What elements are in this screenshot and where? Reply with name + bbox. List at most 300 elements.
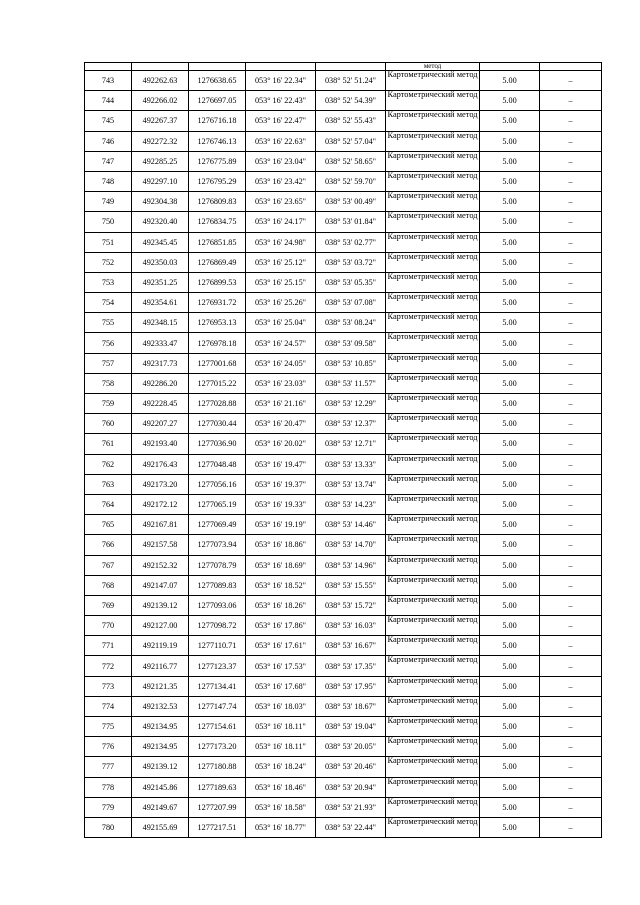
cell-x: 492157.58 xyxy=(132,535,189,555)
cell-longitude: 038° 53' 15.55" xyxy=(316,575,386,595)
cell-y: 1276869.49 xyxy=(189,252,246,272)
cell-longitude: 038° 53' 13.33" xyxy=(316,454,386,474)
cell-point-number: 759 xyxy=(85,394,132,414)
cell-latitude: 053° 16' 25.26" xyxy=(246,293,316,313)
cell-longitude: 038° 53' 20.46" xyxy=(316,757,386,777)
cell-accuracy: 5.00 xyxy=(480,434,540,454)
cell-latitude: 053° 16' 25.15" xyxy=(246,272,316,292)
cell-note: – xyxy=(540,797,602,817)
cell-note: – xyxy=(540,676,602,696)
cell-latitude: 053° 16' 22.43" xyxy=(246,91,316,111)
cell-method: Картометрический метод xyxy=(386,353,480,373)
cell-latitude: 053° 16' 19.19" xyxy=(246,515,316,535)
cell-latitude: 053° 16' 23.04" xyxy=(246,151,316,171)
cell-method: Картометрический метод xyxy=(386,777,480,797)
cell-method: Картометрический метод xyxy=(386,293,480,313)
cell-note: – xyxy=(540,555,602,575)
cell-method: Картометрический метод xyxy=(386,737,480,757)
cell-note: – xyxy=(540,353,602,373)
cell-x: 492267.37 xyxy=(132,111,189,131)
cell-longitude: 038° 52' 54.39" xyxy=(316,91,386,111)
cell-x: 492145.86 xyxy=(132,777,189,797)
cell-y: 1277093.06 xyxy=(189,595,246,615)
cell-y: 1277048.48 xyxy=(189,454,246,474)
cell-latitude: 053° 16' 20.47" xyxy=(246,414,316,434)
cell-note: – xyxy=(540,454,602,474)
cell-method: Картометрический метод xyxy=(386,474,480,494)
cell-empty xyxy=(189,63,246,71)
cell-note: – xyxy=(540,474,602,494)
cell-method: Картометрический метод xyxy=(386,192,480,212)
cell-accuracy: 5.00 xyxy=(480,171,540,191)
cell-x: 492348.15 xyxy=(132,313,189,333)
cell-longitude: 038° 53' 14.23" xyxy=(316,494,386,514)
cell-y: 1277134.41 xyxy=(189,676,246,696)
cell-empty xyxy=(246,63,316,71)
cell-note: – xyxy=(540,131,602,151)
table-row xyxy=(85,757,602,777)
cell-latitude: 053° 16' 18.03" xyxy=(246,696,316,716)
table-row xyxy=(85,272,602,292)
cell-accuracy: 5.00 xyxy=(480,333,540,353)
table-row xyxy=(85,616,602,636)
cell-longitude: 038° 52' 51.24" xyxy=(316,71,386,91)
table-row xyxy=(85,575,602,595)
cell-y: 1277056.16 xyxy=(189,474,246,494)
cell-note: – xyxy=(540,535,602,555)
cell-longitude: 038° 53' 17.35" xyxy=(316,656,386,676)
cell-method: Картометрический метод xyxy=(386,394,480,414)
cell-point-number: 764 xyxy=(85,494,132,514)
cell-x: 492149.67 xyxy=(132,797,189,817)
cell-note: – xyxy=(540,494,602,514)
cell-latitude: 053° 16' 24.17" xyxy=(246,212,316,232)
cell-longitude: 038° 53' 22.44" xyxy=(316,817,386,837)
cell-latitude: 053° 16' 19.47" xyxy=(246,454,316,474)
cell-note: – xyxy=(540,192,602,212)
table-row xyxy=(85,696,602,716)
cell-y: 1276795.29 xyxy=(189,171,246,191)
cell-accuracy: 5.00 xyxy=(480,414,540,434)
table-row xyxy=(85,797,602,817)
cell-method: Картометрический метод xyxy=(386,616,480,636)
cell-longitude: 038° 52' 58.65" xyxy=(316,151,386,171)
table-row xyxy=(85,394,602,414)
cell-point-number: 753 xyxy=(85,272,132,292)
cell-method: Картометрический метод xyxy=(386,757,480,777)
cell-y: 1277069.49 xyxy=(189,515,246,535)
cell-longitude: 038° 53' 01.84" xyxy=(316,212,386,232)
cell-x: 492172.12 xyxy=(132,494,189,514)
cell-latitude: 053° 16' 17.61" xyxy=(246,636,316,656)
cell-longitude: 038° 52' 57.04" xyxy=(316,131,386,151)
cell-latitude: 053° 16' 23.03" xyxy=(246,373,316,393)
table-row xyxy=(85,817,602,837)
cell-y: 1277073.94 xyxy=(189,535,246,555)
cell-x: 492139.12 xyxy=(132,595,189,615)
cell-note: – xyxy=(540,373,602,393)
cell-x: 492134.95 xyxy=(132,737,189,757)
cell-latitude: 053° 16' 18.11" xyxy=(246,737,316,757)
cell-note: – xyxy=(540,212,602,232)
cell-x: 492333.47 xyxy=(132,333,189,353)
cell-y: 1276716.18 xyxy=(189,111,246,131)
cell-longitude: 038° 53' 16.67" xyxy=(316,636,386,656)
cell-point-number: 748 xyxy=(85,171,132,191)
cell-point-number: 766 xyxy=(85,535,132,555)
cell-method: Картометрический метод xyxy=(386,212,480,232)
cell-y: 1277123.37 xyxy=(189,656,246,676)
cell-longitude: 038° 53' 13.74" xyxy=(316,474,386,494)
document-page xyxy=(84,62,601,838)
cell-x: 492173.20 xyxy=(132,474,189,494)
cell-latitude: 053° 16' 18.58" xyxy=(246,797,316,817)
cell-latitude: 053° 16' 22.47" xyxy=(246,111,316,131)
cell-method: Картометрический метод xyxy=(386,373,480,393)
cell-longitude: 038° 53' 03.72" xyxy=(316,252,386,272)
cell-note: – xyxy=(540,111,602,131)
cell-method: Картометрический метод xyxy=(386,797,480,817)
cell-longitude: 038° 53' 14.46" xyxy=(316,515,386,535)
cell-point-number: 762 xyxy=(85,454,132,474)
cell-accuracy: 5.00 xyxy=(480,111,540,131)
cell-accuracy: 5.00 xyxy=(480,595,540,615)
cell-y: 1277154.61 xyxy=(189,717,246,737)
cell-method: Картометрический метод xyxy=(386,676,480,696)
cell-point-number: 747 xyxy=(85,151,132,171)
cell-latitude: 053° 16' 17.68" xyxy=(246,676,316,696)
cell-x: 492350.03 xyxy=(132,252,189,272)
cell-accuracy: 5.00 xyxy=(480,373,540,393)
cell-note: – xyxy=(540,595,602,615)
cell-y: 1277217.51 xyxy=(189,817,246,837)
cell-method: Картометрический метод xyxy=(386,313,480,333)
cell-accuracy: 5.00 xyxy=(480,797,540,817)
cell-note: – xyxy=(540,414,602,434)
cell-note: – xyxy=(540,71,602,91)
cell-x: 492266.02 xyxy=(132,91,189,111)
cell-latitude: 053° 16' 18.26" xyxy=(246,595,316,615)
cell-method: Картометрический метод xyxy=(386,494,480,514)
cell-point-number: 760 xyxy=(85,414,132,434)
cell-y: 1276697.05 xyxy=(189,91,246,111)
cell-y: 1276931.72 xyxy=(189,293,246,313)
cell-longitude: 038° 53' 18.67" xyxy=(316,696,386,716)
cell-point-number: 768 xyxy=(85,575,132,595)
cell-point-number: 769 xyxy=(85,595,132,615)
table-row xyxy=(85,192,602,212)
cell-method: Картометрический метод xyxy=(386,333,480,353)
cell-longitude: 038° 53' 14.96" xyxy=(316,555,386,575)
table-row xyxy=(85,737,602,757)
cell-longitude: 038° 53' 11.57" xyxy=(316,373,386,393)
table-row xyxy=(85,151,602,171)
cell-latitude: 053° 16' 18.24" xyxy=(246,757,316,777)
cell-accuracy: 5.00 xyxy=(480,817,540,837)
table-row xyxy=(85,353,602,373)
cell-note: – xyxy=(540,232,602,252)
cell-y: 1276899.53 xyxy=(189,272,246,292)
cell-method: Картометрический метод xyxy=(386,535,480,555)
cell-method: Картометрический метод xyxy=(386,656,480,676)
table-row xyxy=(85,474,602,494)
cell-x: 492155.69 xyxy=(132,817,189,837)
cell-longitude: 038° 53' 09.58" xyxy=(316,333,386,353)
cell-longitude: 038° 53' 14.70" xyxy=(316,535,386,555)
cell-x: 492354.61 xyxy=(132,293,189,313)
cell-latitude: 053° 16' 18.46" xyxy=(246,777,316,797)
cell-point-number: 749 xyxy=(85,192,132,212)
cell-accuracy: 5.00 xyxy=(480,515,540,535)
table-row xyxy=(85,373,602,393)
cell-accuracy: 5.00 xyxy=(480,394,540,414)
cell-accuracy: 5.00 xyxy=(480,696,540,716)
table-row xyxy=(85,212,602,232)
cell-latitude: 053° 16' 18.52" xyxy=(246,575,316,595)
cell-latitude: 053° 16' 17.86" xyxy=(246,616,316,636)
table-row xyxy=(85,232,602,252)
cell-accuracy: 5.00 xyxy=(480,737,540,757)
cell-note: – xyxy=(540,333,602,353)
cell-latitude: 053° 16' 18.77" xyxy=(246,817,316,837)
cell-method-continued: метод xyxy=(386,63,480,71)
cell-method: Картометрический метод xyxy=(386,414,480,434)
cell-point-number: 745 xyxy=(85,111,132,131)
cell-latitude: 053° 16' 20.02" xyxy=(246,434,316,454)
cell-accuracy: 5.00 xyxy=(480,272,540,292)
cell-longitude: 038° 52' 59.70" xyxy=(316,171,386,191)
cell-x: 492207.27 xyxy=(132,414,189,434)
cell-longitude: 038° 53' 12.29" xyxy=(316,394,386,414)
cell-note: – xyxy=(540,252,602,272)
table-row xyxy=(85,494,602,514)
cell-point-number: 757 xyxy=(85,353,132,373)
table-row xyxy=(85,293,602,313)
cell-method: Картометрический метод xyxy=(386,91,480,111)
cell-method: Картометрический метод xyxy=(386,555,480,575)
cell-x: 492139.12 xyxy=(132,757,189,777)
cell-x: 492317.73 xyxy=(132,353,189,373)
cell-longitude: 038° 53' 12.37" xyxy=(316,414,386,434)
cell-longitude: 038° 53' 20.94" xyxy=(316,777,386,797)
cell-x: 492262.63 xyxy=(132,71,189,91)
cell-y: 1277015.22 xyxy=(189,373,246,393)
cell-latitude: 053° 16' 17.53" xyxy=(246,656,316,676)
cell-note: – xyxy=(540,293,602,313)
cell-point-number: 772 xyxy=(85,656,132,676)
cell-accuracy: 5.00 xyxy=(480,575,540,595)
table-row xyxy=(85,131,602,151)
cell-latitude: 053° 16' 18.86" xyxy=(246,535,316,555)
cell-longitude: 038° 53' 21.93" xyxy=(316,797,386,817)
table-row xyxy=(85,636,602,656)
cell-point-number: 778 xyxy=(85,777,132,797)
cell-note: – xyxy=(540,817,602,837)
cell-accuracy: 5.00 xyxy=(480,454,540,474)
cell-x: 492320.40 xyxy=(132,212,189,232)
cell-point-number: 752 xyxy=(85,252,132,272)
cell-y: 1277078.79 xyxy=(189,555,246,575)
cell-y: 1276638.65 xyxy=(189,71,246,91)
cell-point-number: 771 xyxy=(85,636,132,656)
table-row xyxy=(85,414,602,434)
cell-point-number: 773 xyxy=(85,676,132,696)
table-row xyxy=(85,535,602,555)
cell-method: Картометрический метод xyxy=(386,575,480,595)
cell-latitude: 053° 16' 22.63" xyxy=(246,131,316,151)
cell-note: – xyxy=(540,151,602,171)
cell-latitude: 053° 16' 25.12" xyxy=(246,252,316,272)
cell-accuracy: 5.00 xyxy=(480,293,540,313)
cell-accuracy: 5.00 xyxy=(480,676,540,696)
cell-method: Картометрический метод xyxy=(386,71,480,91)
cell-accuracy: 5.00 xyxy=(480,717,540,737)
table-row xyxy=(85,656,602,676)
cell-x: 492304.38 xyxy=(132,192,189,212)
cell-point-number: 770 xyxy=(85,616,132,636)
cell-method: Картометрический метод xyxy=(386,252,480,272)
cell-latitude: 053° 16' 24.05" xyxy=(246,353,316,373)
cell-point-number: 751 xyxy=(85,232,132,252)
cell-longitude: 038° 53' 19.04" xyxy=(316,717,386,737)
cell-accuracy: 5.00 xyxy=(480,151,540,171)
cell-accuracy: 5.00 xyxy=(480,474,540,494)
cell-accuracy: 5.00 xyxy=(480,616,540,636)
cell-point-number: 777 xyxy=(85,757,132,777)
cell-note: – xyxy=(540,91,602,111)
table-row xyxy=(85,777,602,797)
cell-y: 1276851.85 xyxy=(189,232,246,252)
cell-longitude: 038° 52' 55.43" xyxy=(316,111,386,131)
cell-note: – xyxy=(540,313,602,333)
table-row xyxy=(85,71,602,91)
cell-y: 1277001.68 xyxy=(189,353,246,373)
cell-y: 1276978.18 xyxy=(189,333,246,353)
cell-x: 492116.77 xyxy=(132,656,189,676)
cell-note: – xyxy=(540,757,602,777)
cell-accuracy: 5.00 xyxy=(480,555,540,575)
table-row xyxy=(85,252,602,272)
cell-latitude: 053° 16' 18.69" xyxy=(246,555,316,575)
cell-method: Картометрический метод xyxy=(386,636,480,656)
cell-x: 492272.32 xyxy=(132,131,189,151)
cell-x: 492297.10 xyxy=(132,171,189,191)
cell-longitude: 038° 53' 12.71" xyxy=(316,434,386,454)
cell-point-number: 767 xyxy=(85,555,132,575)
cell-longitude: 038° 53' 00.49" xyxy=(316,192,386,212)
cell-x: 492193.40 xyxy=(132,434,189,454)
cell-point-number: 779 xyxy=(85,797,132,817)
cell-x: 492119.19 xyxy=(132,636,189,656)
table-row xyxy=(85,434,602,454)
cell-point-number: 776 xyxy=(85,737,132,757)
cell-method: Картометрический метод xyxy=(386,817,480,837)
table-row xyxy=(85,595,602,615)
cell-y: 1277036.90 xyxy=(189,434,246,454)
cell-method: Картометрический метод xyxy=(386,232,480,252)
cell-accuracy: 5.00 xyxy=(480,192,540,212)
cell-y: 1277207.99 xyxy=(189,797,246,817)
table-row xyxy=(85,555,602,575)
cell-x: 492121.35 xyxy=(132,676,189,696)
cell-point-number: 758 xyxy=(85,373,132,393)
cell-latitude: 053° 16' 25.04" xyxy=(246,313,316,333)
cell-method: Картометрический метод xyxy=(386,515,480,535)
cell-x: 492152.32 xyxy=(132,555,189,575)
cell-y: 1277089.83 xyxy=(189,575,246,595)
cell-accuracy: 5.00 xyxy=(480,252,540,272)
cell-note: – xyxy=(540,575,602,595)
cell-y: 1277065.19 xyxy=(189,494,246,514)
cell-point-number: 780 xyxy=(85,817,132,837)
cell-latitude: 053° 16' 18.11" xyxy=(246,717,316,737)
cell-empty xyxy=(480,63,540,71)
cell-y: 1277030.44 xyxy=(189,414,246,434)
cell-longitude: 038° 53' 08.24" xyxy=(316,313,386,333)
cell-longitude: 038° 53' 20.05" xyxy=(316,737,386,757)
cell-note: – xyxy=(540,515,602,535)
cell-x: 492132.53 xyxy=(132,696,189,716)
cell-accuracy: 5.00 xyxy=(480,636,540,656)
cell-method: Картометрический метод xyxy=(386,111,480,131)
cell-longitude: 038° 53' 07.08" xyxy=(316,293,386,313)
cell-point-number: 774 xyxy=(85,696,132,716)
cell-note: – xyxy=(540,394,602,414)
cell-note: – xyxy=(540,636,602,656)
cell-longitude: 038° 53' 02.77" xyxy=(316,232,386,252)
cell-x: 492345.45 xyxy=(132,232,189,252)
cell-point-number: 763 xyxy=(85,474,132,494)
cell-note: – xyxy=(540,696,602,716)
cell-note: – xyxy=(540,171,602,191)
cell-longitude: 038° 53' 16.03" xyxy=(316,616,386,636)
table-row xyxy=(85,111,602,131)
cell-method: Картометрический метод xyxy=(386,595,480,615)
cell-y: 1277189.63 xyxy=(189,777,246,797)
table-row xyxy=(85,454,602,474)
cell-point-number: 744 xyxy=(85,91,132,111)
cell-y: 1276834.75 xyxy=(189,212,246,232)
cell-latitude: 053° 16' 19.37" xyxy=(246,474,316,494)
cell-y: 1277028.88 xyxy=(189,394,246,414)
cell-y: 1277173.20 xyxy=(189,737,246,757)
cell-point-number: 775 xyxy=(85,717,132,737)
cell-accuracy: 5.00 xyxy=(480,232,540,252)
cell-y: 1277180.88 xyxy=(189,757,246,777)
cell-accuracy: 5.00 xyxy=(480,212,540,232)
cell-y: 1277110.71 xyxy=(189,636,246,656)
table-row xyxy=(85,717,602,737)
cell-empty xyxy=(540,63,602,71)
cell-longitude: 038° 53' 15.72" xyxy=(316,595,386,615)
cell-x: 492147.07 xyxy=(132,575,189,595)
cell-point-number: 761 xyxy=(85,434,132,454)
cell-longitude: 038° 53' 10.85" xyxy=(316,353,386,373)
cell-point-number: 756 xyxy=(85,333,132,353)
cell-point-number: 743 xyxy=(85,71,132,91)
cell-method: Картометрический метод xyxy=(386,272,480,292)
cell-x: 492167.81 xyxy=(132,515,189,535)
coordinates-table xyxy=(84,62,602,838)
cell-x: 492286.20 xyxy=(132,373,189,393)
cell-latitude: 053° 16' 21.16" xyxy=(246,394,316,414)
cell-accuracy: 5.00 xyxy=(480,131,540,151)
cell-x: 492134.95 xyxy=(132,717,189,737)
cell-y: 1276746.13 xyxy=(189,131,246,151)
cell-point-number: 746 xyxy=(85,131,132,151)
cell-x: 492176.43 xyxy=(132,454,189,474)
cell-longitude: 038° 53' 05.35" xyxy=(316,272,386,292)
